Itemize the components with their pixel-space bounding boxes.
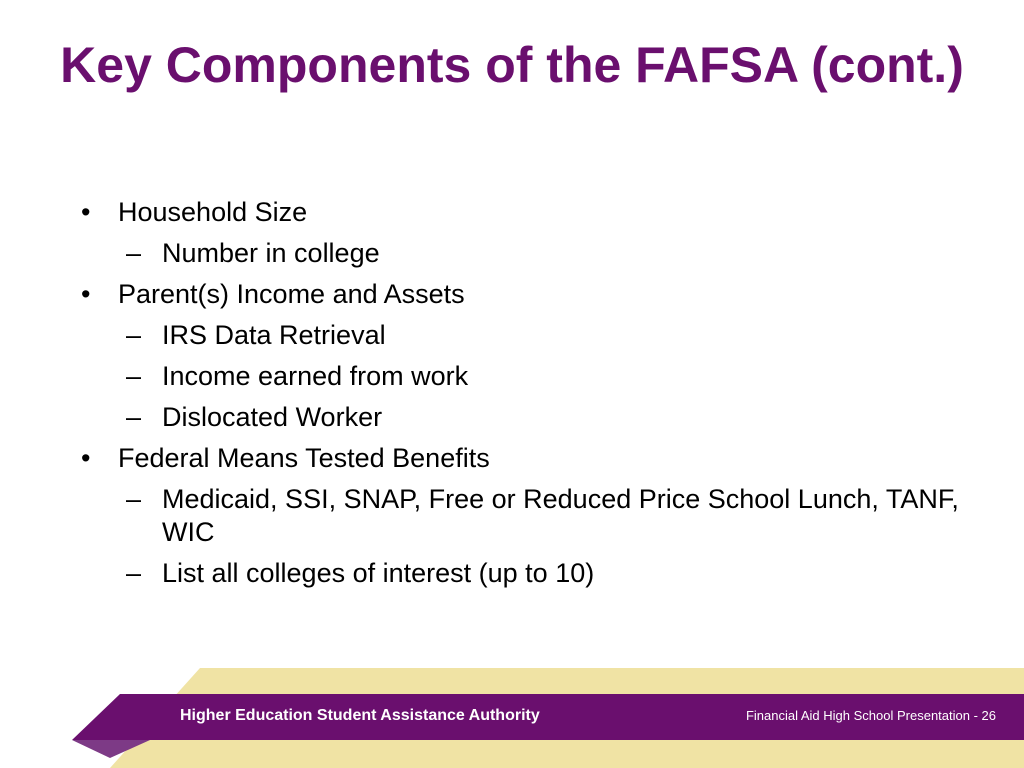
sub-item-text: Dislocated Worker [162,402,383,432]
sub-item-text: Income earned from work [162,361,469,391]
sub-list [118,315,1016,438]
sub-item-text: Number in college [162,238,380,268]
sub-list [118,233,1016,274]
sub-item [118,479,1016,553]
sub-item-text: IRS Data Retrieval [162,320,386,350]
footer-organization: Higher Education Student Assistance Authority [180,707,540,724]
sub-item-text: Medicaid, SSI, SNAP, Free or Reduced Price School Lunch, TANF, WIC [162,484,959,547]
dash-marker: – [126,238,142,268]
bullet-text: Household Size [118,197,308,227]
sub-item-text: List all colleges of interest (up to 10) [162,558,595,588]
slide-title: Key Components of the FAFSA (cont.) [60,37,964,93]
sub-list [118,479,1016,594]
sub-item [118,315,1016,356]
bullet-list [76,192,1016,594]
sub-item [118,397,1016,438]
sub-item [118,356,1016,397]
bullet-marker: • [81,279,91,309]
bullet-marker: • [81,443,91,473]
dash-marker: – [126,361,142,391]
dash-marker: – [126,558,142,588]
footer-page-label: Financial Aid High School Presentation - 26 [745,708,996,723]
bullet-item [76,192,1016,274]
sub-item [118,553,1016,594]
dash-marker: – [126,402,142,432]
bullet-item [76,274,1016,438]
footer-band [0,660,1024,768]
sub-item [118,233,1016,274]
dash-marker: – [126,320,142,350]
bullet-marker: • [81,197,91,227]
bullet-item [76,438,1016,594]
bullet-text: Federal Means Tested Benefits [118,443,490,473]
bullet-text: Parent(s) Income and Assets [118,279,465,309]
dash-marker: – [126,484,142,514]
